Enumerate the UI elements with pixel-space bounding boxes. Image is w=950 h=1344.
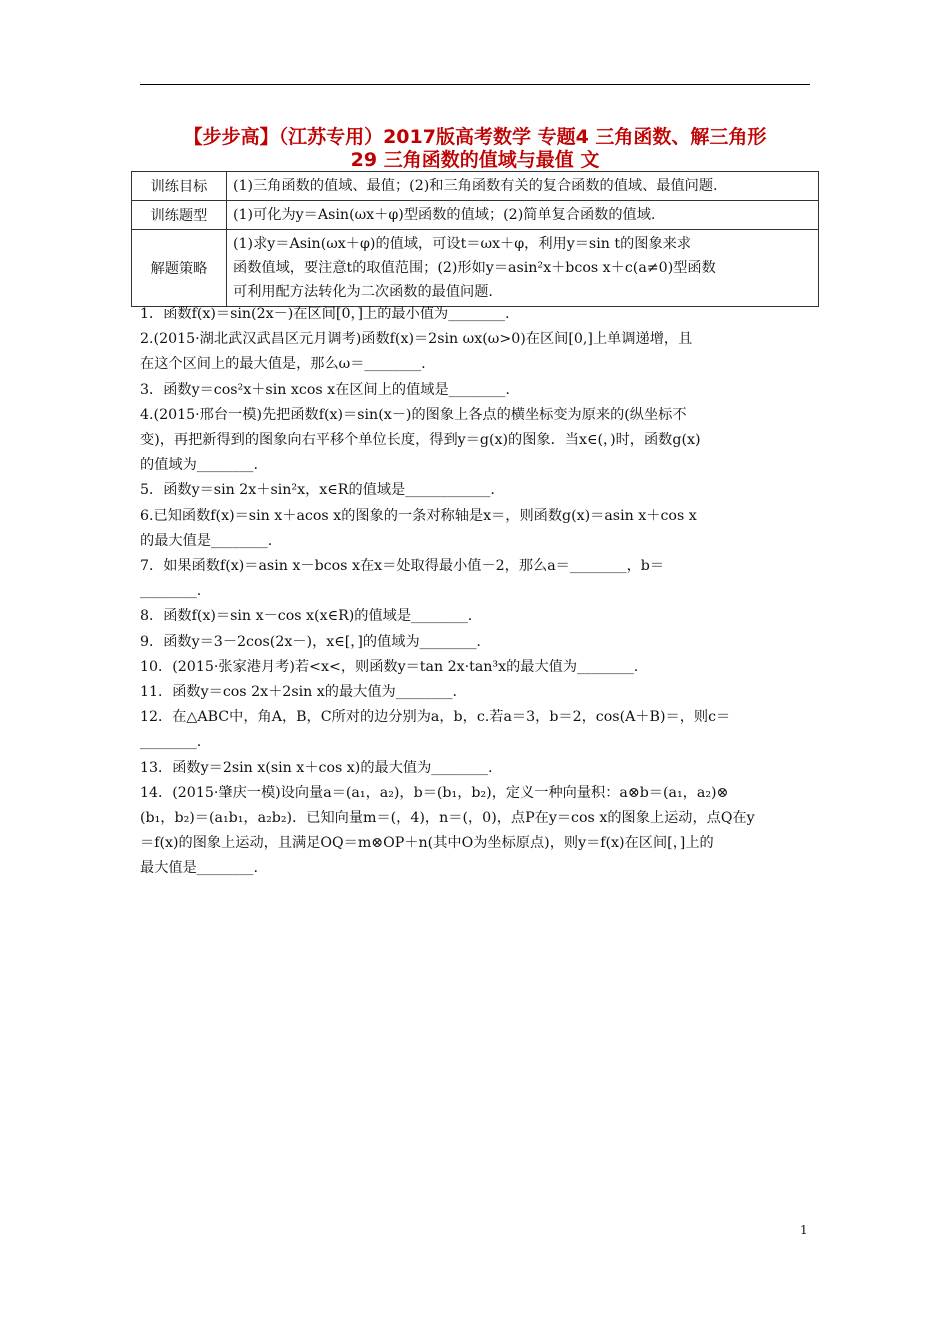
question-line: 7．如果函数f(x)＝asin x－bcos x在x＝处取得最小值－2，那么a＝________，b＝ — [140, 558, 665, 574]
table-row — [132, 230, 819, 307]
table-key: 解题策略 — [132, 230, 227, 307]
question-line: 9．函数y＝3－2cos(2x－)，x∈[，]的值域为________. — [140, 633, 481, 650]
table-value — [227, 230, 819, 307]
table-value: (1)三角函数的值域、最值；(2)和三角函数有关的复合函数的值域、最值问题. — [227, 172, 819, 201]
document-title-line1: 【步步高】（江苏专用）2017版高考数学 专题4 三角函数、解三角形 — [183, 126, 767, 148]
header-rule — [140, 84, 810, 85]
question-line: (b₁，b₂)＝(a₁b₁，a₂b₂)．已知向量m＝(，4)，n＝(，0)，点P在y＝cos x的图象上运动，点Q在y — [140, 810, 755, 826]
table-row — [132, 201, 819, 230]
question-line: 10．(2015·张家港月考)若<x<，则函数y＝tan 2x·tan³x的最大值为________. — [140, 658, 639, 675]
question-line: ________. — [140, 583, 202, 600]
question-line: 2.(2015·湖北武汉武昌区元月调考)函数f(x)＝2sin ωx(ω>0)在区间[0,]上单调递增，且 — [140, 331, 693, 348]
question-line: 14．(2015·肇庆一模)设向量a＝(a₁，a₂)，b＝(b₁，b₂)，定义一种向量积：a⊗b＝(a₁，a₂)⊗ — [140, 784, 729, 801]
question-line: 8．函数f(x)＝sin x－cos x(x∈R)的值域是________. — [140, 608, 473, 625]
table-key: 训练目标 — [132, 172, 227, 201]
question-line: 12．在△ABC中，角A，B，C所对的边分别为a，b，c.若a＝3，b＝2，cos(A＋B)＝，则c＝ — [140, 709, 731, 726]
question-line: 的值域为________. — [140, 457, 259, 474]
question-line: ＝f(x)的图象上运动，且满足OQ＝m⊗OP＋n(其中O为坐标原点)，则y＝f(x)在区间[，]上的 — [140, 835, 714, 852]
page-number: 1 — [800, 1223, 808, 1237]
question-line: 最大值是________. — [140, 860, 259, 877]
question-line: 1．函数f(x)＝sin(2x－)在区间[0，]上的最小值为________. — [140, 306, 510, 322]
document-title-line2: 29 三角函数的值域与最值 文 — [350, 149, 600, 171]
table-row — [132, 172, 819, 201]
question-line: 3．函数y＝cos²x＋sin xcos x在区间上的值域是________. — [140, 381, 510, 398]
training-info-table — [131, 171, 819, 307]
question-line: ________. — [140, 734, 202, 751]
table-key: 训练题型 — [132, 201, 227, 230]
question-line: 5．函数y＝sin 2x＋sin²x，x∈R的值域是____________. — [140, 482, 495, 499]
question-line: 的最大值是________. — [140, 532, 273, 549]
strategy-line: (1)求y＝Asin(ωx＋φ)的值域，可设t＝ωx＋φ，利用y＝sin t的图象来求 — [233, 236, 692, 252]
question-line: 在这个区间上的最大值是，那么ω＝________. — [140, 356, 426, 373]
question-line: 13．函数y＝2sin x(sin x＋cos x)的最大值为________. — [140, 759, 493, 776]
question-line: 6.已知函数f(x)＝sin x＋acos x的图象的一条对称轴是x＝，则函数g(x)＝asin x＋cos x — [140, 507, 697, 524]
strategy-line: 函数值域，要注意t的取值范围；(2)形如y＝asin²x＋bcos x＋c(a≠0)型函数 — [233, 260, 716, 276]
table-value: (1)可化为y＝Asin(ωx＋φ)型函数的值域；(2)简单复合函数的值域. — [227, 201, 819, 230]
question-line: 11．函数y＝cos 2x＋2sin x的最大值为________. — [140, 684, 458, 700]
question-line: 4.(2015·邢台一模)先把函数f(x)＝sin(x－)的图象上各点的横坐标变为原来的(纵坐标不 — [140, 406, 687, 423]
question-line: 变)，再把新得到的图象向右平移个单位长度，得到y＝g(x)的图象．当x∈(，)时，函数g(x) — [140, 432, 701, 448]
strategy-line: 可利用配方法转化为二次函数的最值问题. — [233, 284, 493, 300]
